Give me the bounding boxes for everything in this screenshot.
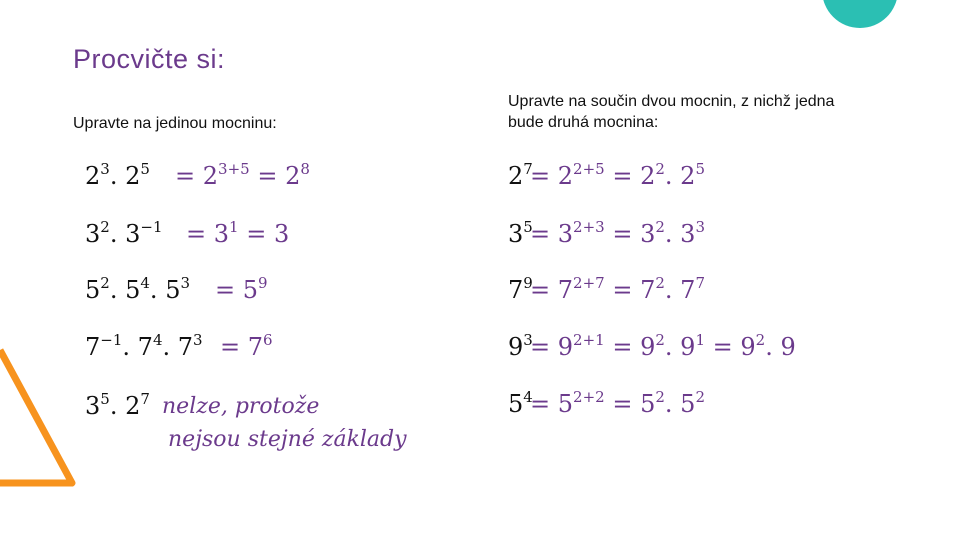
power-exponent: 3 xyxy=(695,218,705,236)
power-base: 2 xyxy=(557,162,574,190)
left-row-2-result xyxy=(186,220,289,248)
power-exponent: 4 xyxy=(523,388,533,406)
power-base: 7 xyxy=(508,276,524,304)
power-base: 2 xyxy=(680,162,696,190)
math-operator: = xyxy=(604,220,641,248)
left-row-4-result xyxy=(220,333,273,361)
power-exponent: 8 xyxy=(300,160,310,178)
right-row-1-result xyxy=(530,162,705,190)
power-exponent: 5 xyxy=(140,160,150,178)
power-exponent: 2 xyxy=(655,160,665,178)
left-row-5-expression xyxy=(85,392,150,420)
math-operator: = xyxy=(249,162,286,190)
power-exponent: 2 xyxy=(655,388,665,406)
power-exponent: 2 xyxy=(655,331,665,349)
right-row-2-result xyxy=(530,220,705,248)
math-operator: . xyxy=(109,220,126,248)
power-exponent: 1 xyxy=(695,331,705,349)
power-base: 2 xyxy=(125,392,141,420)
math-operator: = 3 xyxy=(238,220,290,248)
power-base: 5 xyxy=(165,276,181,304)
power-base: 9 xyxy=(680,333,696,361)
math-operator: . xyxy=(664,390,681,418)
math-operator: = xyxy=(175,162,203,190)
power-base: 7 xyxy=(680,276,696,304)
power-base: 5 xyxy=(680,390,696,418)
left-heading: Upravte na jedinou mocninu: xyxy=(73,115,277,132)
math-operator: = xyxy=(186,220,214,248)
math-operator: . 9 xyxy=(765,333,796,361)
power-exponent: 2+2 xyxy=(573,388,605,406)
power-exponent: 2+3 xyxy=(573,218,605,236)
right-row-3-result xyxy=(530,276,705,304)
power-base: 3 xyxy=(640,220,656,248)
math-operator: = xyxy=(530,162,558,190)
math-operator: . xyxy=(162,333,178,361)
left-row-3-expression xyxy=(85,276,190,304)
power-exponent: 2+7 xyxy=(573,274,605,292)
right-heading: Upravte na součin dvou mocnin, z nichž jedna bude druhá mocnina: xyxy=(508,93,835,131)
power-exponent: 3+5 xyxy=(218,160,250,178)
left-row-4-expression xyxy=(85,333,203,361)
left-row-5-note-line2: nejsou stejné základy xyxy=(168,427,407,452)
power-base: 3 xyxy=(680,220,696,248)
power-base: 5 xyxy=(242,276,259,304)
left-row-1-expression xyxy=(85,162,150,190)
power-base: 9 xyxy=(640,333,656,361)
left-row-2-expression xyxy=(85,220,163,248)
math-operator: = xyxy=(604,390,641,418)
power-exponent: 2 xyxy=(100,218,110,236)
power-exponent: 2 xyxy=(695,388,705,406)
math-operator: = xyxy=(215,276,243,304)
math-operator: . xyxy=(664,162,681,190)
power-exponent: 4 xyxy=(152,331,163,349)
power-exponent: 7 xyxy=(695,274,705,292)
power-base: 2 xyxy=(85,162,101,190)
math-operator: = xyxy=(704,333,741,361)
power-exponent: 2 xyxy=(655,274,665,292)
power-exponent: 2 xyxy=(100,274,110,292)
math-operator: = xyxy=(604,333,641,361)
orange-triangle-decoration xyxy=(0,340,80,490)
power-base: 7 xyxy=(85,333,101,361)
power-exponent: 2 xyxy=(655,218,665,236)
power-base: 3 xyxy=(85,392,101,420)
math-operator: . xyxy=(109,162,126,190)
power-exponent: 3 xyxy=(523,331,533,349)
math-operator: = xyxy=(530,333,558,361)
power-base: 2 xyxy=(640,162,656,190)
power-base: 3 xyxy=(508,220,524,248)
left-row-5-note-line1: nelze, protože xyxy=(162,394,320,419)
teal-circle-decoration xyxy=(820,0,900,32)
power-base: 7 xyxy=(640,276,656,304)
power-base: 9 xyxy=(508,333,524,361)
right-row-5-result xyxy=(530,390,705,418)
power-exponent: 4 xyxy=(140,274,150,292)
power-exponent: 9 xyxy=(258,274,268,292)
math-operator: . xyxy=(109,276,126,304)
power-exponent: 3 xyxy=(100,160,110,178)
math-operator: . xyxy=(664,276,681,304)
math-operator: = xyxy=(530,390,558,418)
power-base: 5 xyxy=(557,390,574,418)
power-exponent: −1 xyxy=(100,331,123,349)
power-base: 3 xyxy=(85,220,101,248)
page-title: Procvičte si: xyxy=(73,44,226,74)
power-exponent: 3 xyxy=(193,331,203,349)
power-base: 5 xyxy=(640,390,656,418)
math-operator: = xyxy=(604,162,641,190)
math-operator: . xyxy=(122,333,138,361)
math-operator: . xyxy=(109,392,126,420)
power-exponent: 5 xyxy=(695,160,705,178)
power-base: 9 xyxy=(557,333,574,361)
power-base: 5 xyxy=(508,390,524,418)
power-exponent: 9 xyxy=(523,274,533,292)
power-exponent: 2 xyxy=(755,331,766,349)
power-base: 5 xyxy=(85,276,101,304)
power-exponent: 7 xyxy=(140,390,150,408)
power-base: 9 xyxy=(740,333,756,361)
math-operator: = xyxy=(604,276,641,304)
math-operator: . xyxy=(149,276,166,304)
power-base: 7 xyxy=(137,333,153,361)
power-base: 7 xyxy=(247,333,264,361)
power-exponent: 6 xyxy=(263,331,273,349)
power-exponent: 2+1 xyxy=(573,331,605,349)
power-exponent: 5 xyxy=(523,218,533,236)
power-base: 2 xyxy=(508,162,524,190)
left-row-1-result xyxy=(175,162,310,190)
power-base: 2 xyxy=(285,162,301,190)
math-operator: = xyxy=(530,276,558,304)
power-exponent: 2+5 xyxy=(573,160,605,178)
power-base: 3 xyxy=(125,220,141,248)
power-base: 3 xyxy=(213,220,230,248)
power-base: 3 xyxy=(557,220,574,248)
power-exponent: 3 xyxy=(180,274,191,292)
power-base: 2 xyxy=(125,162,141,190)
left-row-3-result xyxy=(215,276,268,304)
math-operator: . xyxy=(664,333,681,361)
math-operator: = xyxy=(530,220,558,248)
power-exponent: 1 xyxy=(229,218,239,236)
power-base: 5 xyxy=(125,276,141,304)
power-base: 7 xyxy=(177,333,194,361)
right-row-4-result xyxy=(530,333,796,361)
power-base: 2 xyxy=(202,162,219,190)
power-exponent: −1 xyxy=(140,218,163,236)
power-exponent: 7 xyxy=(523,160,533,178)
math-operator: . xyxy=(664,220,681,248)
math-operator: = xyxy=(220,333,248,361)
power-exponent: 5 xyxy=(100,390,110,408)
power-base: 7 xyxy=(557,276,574,304)
